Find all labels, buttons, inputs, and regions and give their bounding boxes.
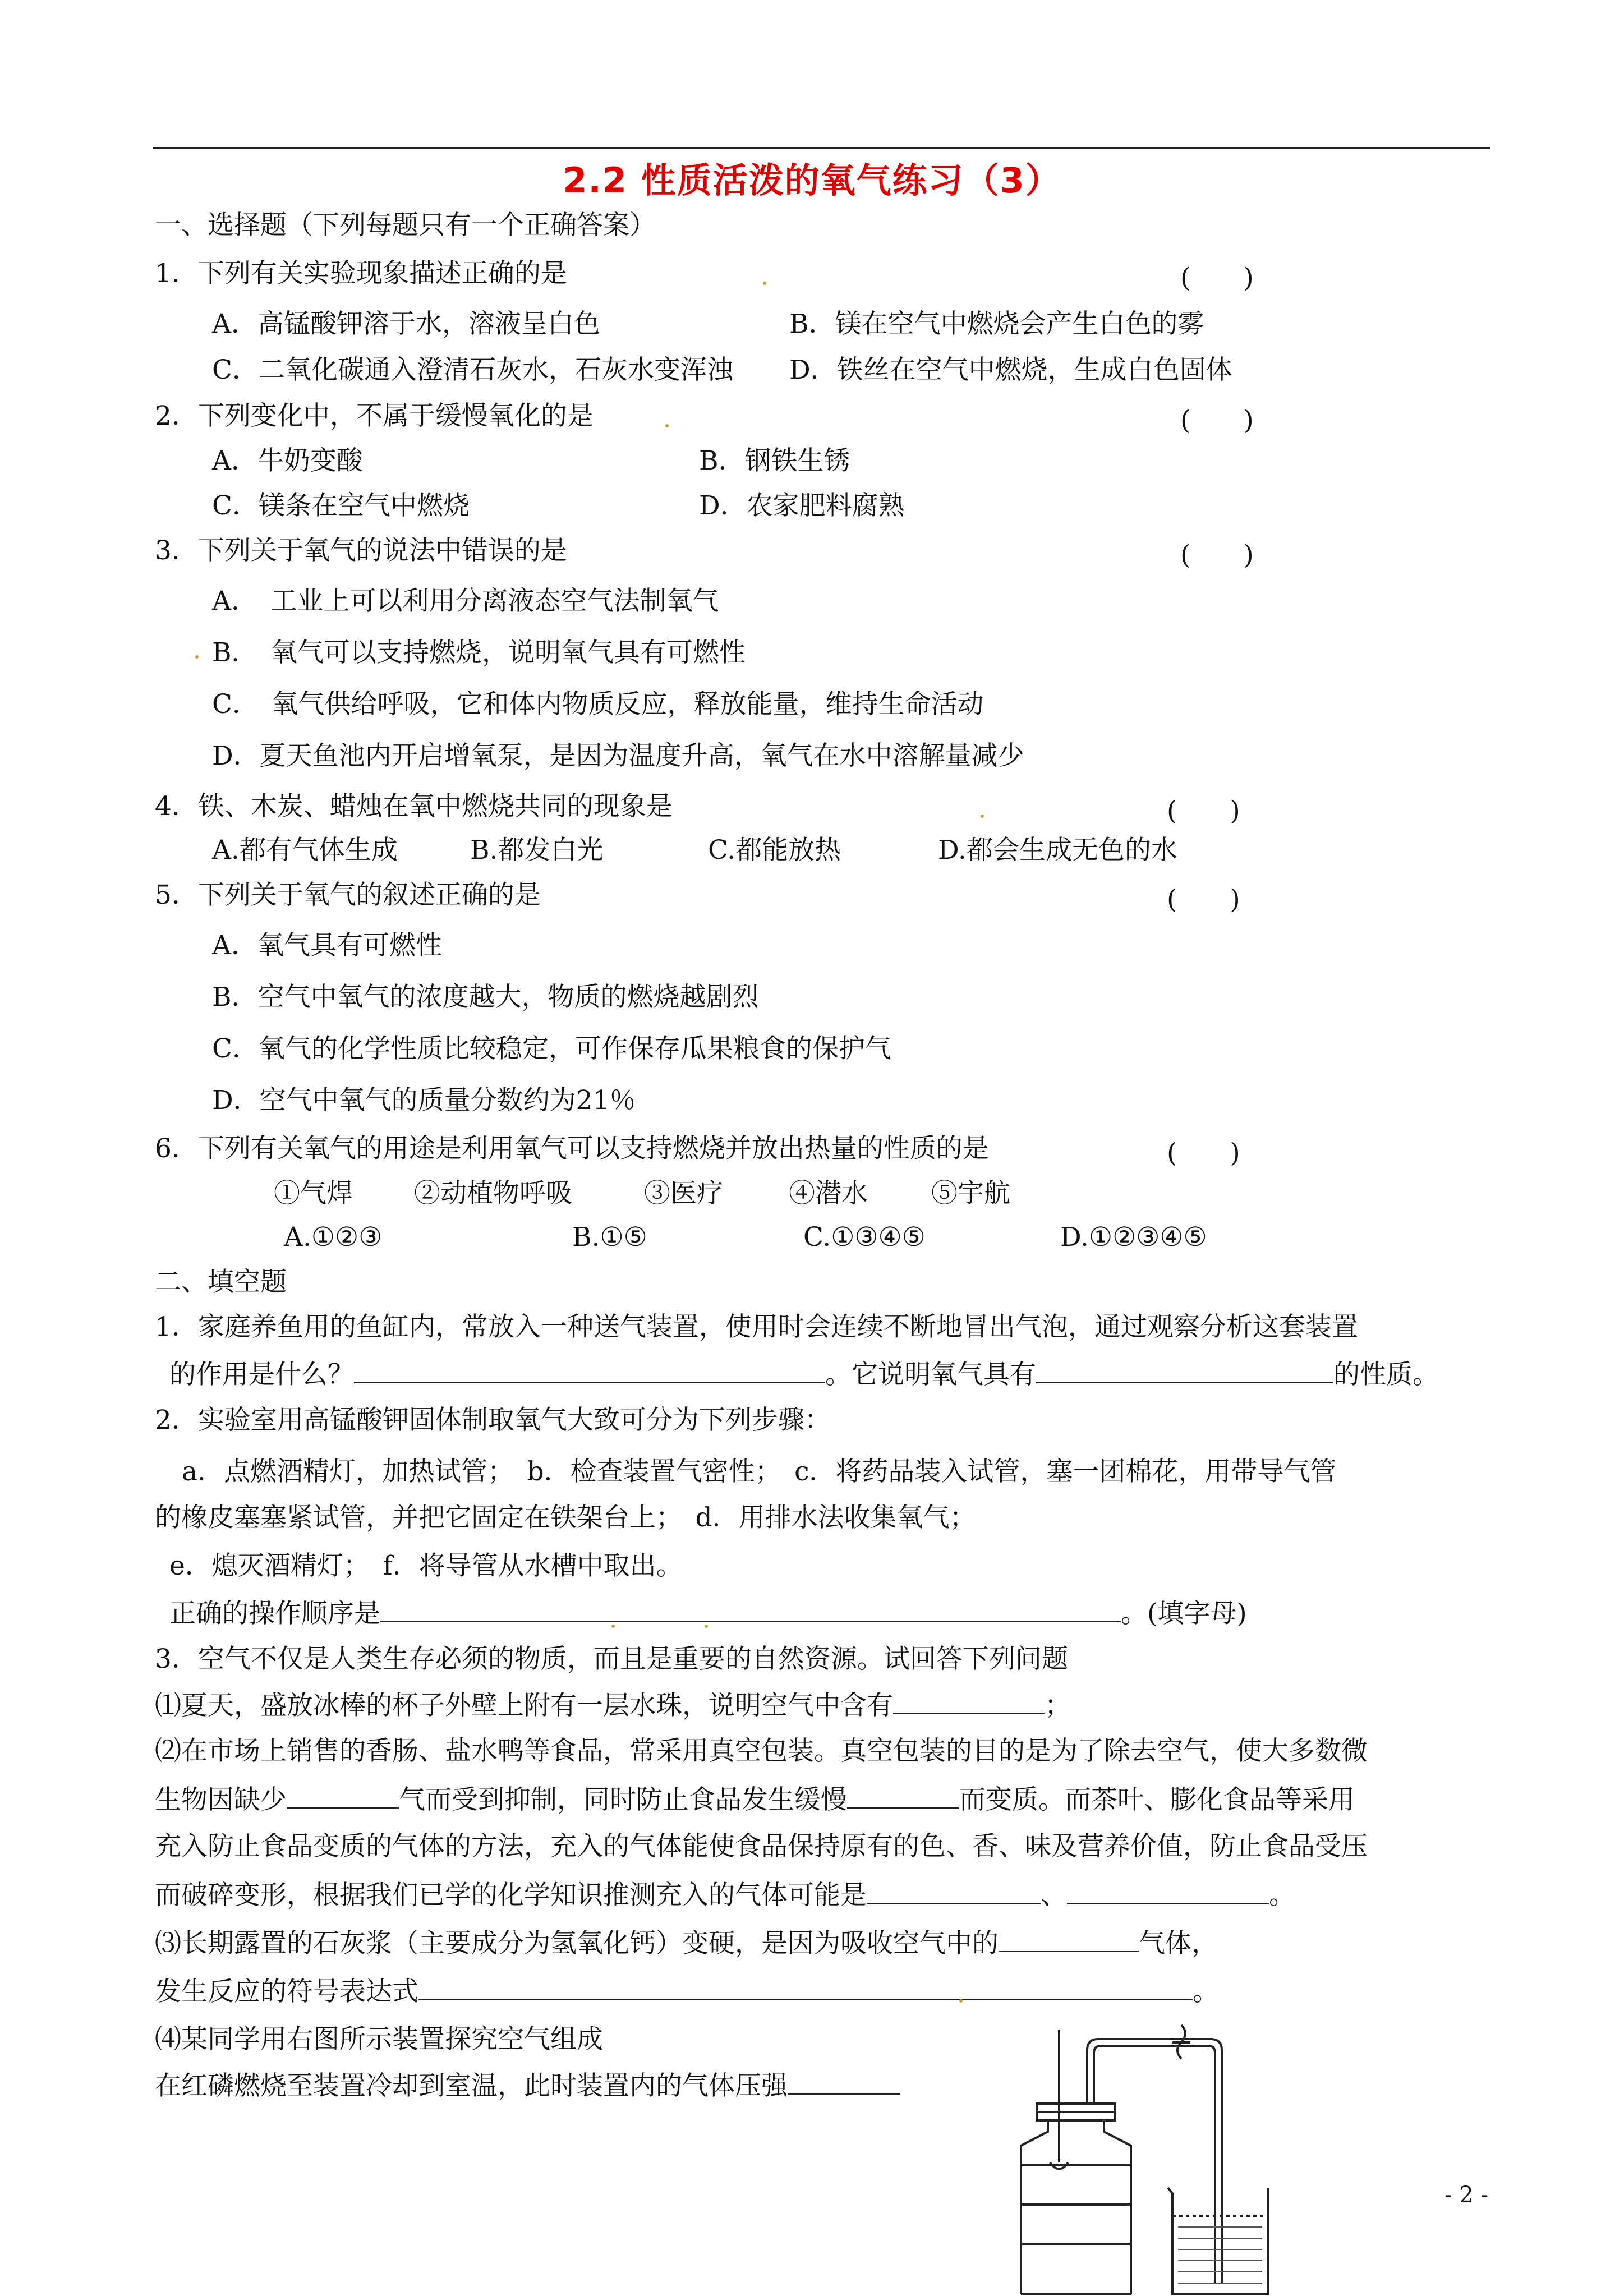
blank-q3-filling-gas-1[interactable]: [867, 1878, 1041, 1904]
blank-q3-gas[interactable]: [287, 1783, 399, 1809]
q6-item-2: ②动植物呼吸: [414, 1178, 572, 1209]
blank-q1-purpose[interactable]: [354, 1358, 825, 1383]
speck: [981, 815, 984, 818]
q3-answer-paren: ( ): [1180, 540, 1254, 570]
q2-option-c: C．镁条在空气中燃烧: [212, 490, 470, 521]
fill-q3-part4-line2: 在红磷燃烧至装置冷却到室温，此时装置内的气体压强: [155, 2069, 900, 2103]
q6-item-5: ⑤宇航: [931, 1178, 1010, 1209]
q1-option-c: C．二氧化碳通入澄清石灰水，石灰水变浑浊: [212, 355, 733, 385]
q3-option-d: D．夏天鱼池内开启增氧泵，是因为温度升高，氧气在水中溶解量减少: [212, 740, 1024, 771]
fill-q3-part1: ⑴夏天，盛放冰棒的杯子外壁上附有一层水珠，说明空气中含有 ；: [155, 1688, 1071, 1723]
fill-q1-line2: 的作用是什么？ 。它说明氧气具有 的性质。: [169, 1358, 1439, 1392]
fill-q3-part3-line1: ⑶长期露置的石灰浆（主要成分为氢氧化钙）变硬，是因为吸收空气中的 气体，: [155, 1926, 1218, 1961]
blank-q3-water-vapor[interactable]: [893, 1688, 1045, 1714]
q2-answer-paren: ( ): [1180, 405, 1254, 436]
fill-q3-part4-line1: ⑷某同学用右图所示装置探究空气组成: [155, 2024, 603, 2055]
q6-answer-paren: ( ): [1167, 1138, 1240, 1168]
blank-q1-property[interactable]: [1036, 1358, 1333, 1383]
q4-stem: 4．铁、木炭、蜡烛在氧中燃烧共同的现象是: [155, 791, 673, 822]
q6-option-b: B.①⑤: [572, 1222, 647, 1253]
blank-q3-filling-gas-2[interactable]: [1067, 1878, 1269, 1904]
speck: [763, 282, 766, 285]
q6-item-1: ①气焊: [274, 1178, 353, 1209]
fill-q2-line5: 正确的操作顺序是 。(填字母): [169, 1596, 1247, 1631]
blank-q3-oxidation[interactable]: [847, 1783, 959, 1809]
fill-q3-part3-line2: 发生反应的符号表达式 。: [155, 1975, 1219, 2009]
speck: [705, 1625, 708, 1628]
fill-q2-line4: e．熄灭酒精灯； f．将导管从水槽中取出。: [169, 1550, 683, 1581]
q4-option-b: B.都发白光: [470, 835, 604, 866]
q3-option-b: B． 氧气可以支持燃烧，说明氧气具有可燃性: [212, 637, 746, 668]
q2-option-d: D．农家肥料腐熟: [699, 490, 905, 521]
q6-option-c: C.①③④⑤: [803, 1222, 926, 1253]
section2-heading: 二、填空题: [155, 1267, 287, 1297]
section1-heading: 一、选择题（下列每题只有一个正确答案）: [155, 210, 656, 241]
fill-q3-part2-line2: 生物因缺少 气而受到抑制，同时防止食品发生缓慢 而变质。而茶叶、膨化食品等采用: [155, 1783, 1355, 1817]
page-number: - 2 -: [1444, 2182, 1488, 2208]
fill-q3-part2-line1: ⑵在市场上销售的香肠、盐水鸭等食品，常采用真空包装。真空包装的目的是为了除去空气，使大多数微: [155, 1736, 1368, 1766]
q5-option-a: A．氧气具有可燃性: [212, 930, 442, 961]
q6-item-4: ④潜水: [789, 1178, 868, 1209]
q4-answer-paren: ( ): [1167, 795, 1240, 826]
gas-bottle: [1021, 2120, 1131, 2294]
q5-option-b: B．空气中氧气的浓度越大，物质的燃烧越剧烈: [212, 982, 759, 1013]
q3-option-c: C． 氧气供给呼吸，它和体内物质反应，释放能量，维持生命活动: [212, 689, 984, 720]
q4-option-d: D.都会生成无色的水: [938, 835, 1177, 866]
speck: [959, 1999, 963, 2003]
fill-q2-line3: 的橡皮塞塞紧试管，并把它固定在铁架台上； d．用排水法收集氧气；: [155, 1502, 976, 1533]
q6-item-3: ③医疗: [644, 1178, 723, 1209]
speck: [611, 1625, 615, 1628]
delivery-tube: [1087, 2039, 1222, 2283]
page-title: 2.2 性质活泼的氧气练习（3）: [563, 160, 1061, 201]
fill-q3-part2-line4: 而破碎变形，根据我们已学的化学知识推测充入的气体可能是 、 。: [155, 1878, 1295, 1912]
fill-q3-part2-line3: 充入防止食品变质的气体的方法，充入的气体能使食品保持原有的色、香、味及营养价值，防止食品受压: [155, 1831, 1368, 1862]
q2-option-a: A．牛奶变酸: [212, 445, 363, 476]
q3-stem: 3．下列关于氧气的说法中错误的是: [155, 535, 567, 566]
q6-option-d: D.①②③④⑤: [1060, 1222, 1207, 1253]
blank-q2-order[interactable]: [380, 1596, 1121, 1622]
air-composition-apparatus-diagram: [1004, 2019, 1509, 2296]
fill-q2-line1: 2．实验室用高锰酸钾固体制取氧气大致可分为下列步骤：: [155, 1405, 831, 1435]
q1-option-d: D．铁丝在空气中燃烧，生成白色固体: [789, 355, 1232, 385]
blank-q3-co2[interactable]: [999, 1926, 1139, 1952]
q5-option-c: C．氧气的化学性质比较稳定，可作保存瓜果粮食的保护气: [212, 1033, 891, 1064]
header-rule: [153, 147, 1490, 149]
q3-option-a: A． 工业上可以利用分离液态空气法制氧气: [212, 586, 719, 616]
q5-answer-paren: ( ): [1167, 884, 1240, 915]
beaker: [1168, 2188, 1268, 2294]
q4-option-c: C.都能放热: [708, 835, 841, 866]
q5-stem: 5．下列关于氧气的叙述正确的是: [155, 880, 541, 910]
q6-option-a: A.①②③: [284, 1222, 383, 1253]
q4-option-a: A.都有气体生成: [212, 835, 398, 866]
fill-q3-line1: 3．空气不仅是人类生存必须的物质，而且是重要的自然资源。试回答下列问题: [155, 1644, 1068, 1674]
fill-q2-line2: a．点燃酒精灯，加热试管； b．检查装置气密性； c．将药品装入试管，塞一团棉花，用带导气管: [182, 1456, 1337, 1487]
q1-stem: 1．下列有关实验现象描述正确的是: [155, 258, 567, 289]
q1-answer-paren: ( ): [1180, 263, 1254, 293]
q6-stem: 6．下列有关氧气的用途是利用氧气可以支持燃烧并放出热量的性质的是: [155, 1133, 989, 1164]
q1-option-a: A．高锰酸钾溶于水，溶液呈白色: [212, 309, 600, 339]
speck: [195, 655, 199, 659]
q5-option-d: D．空气中氧气的质量分数约为21％: [212, 1085, 636, 1116]
q2-stem: 2．下列变化中，不属于缓慢氧化的是: [155, 401, 594, 431]
fill-q1-line1: 1．家庭养鱼用的鱼缸内，常放入一种送气装置，使用时会连续不断地冒出气泡，通过观察分析这套装置: [155, 1312, 1358, 1342]
blank-q3-pressure[interactable]: [788, 2069, 900, 2095]
q2-option-b: B．钢铁生锈: [699, 445, 850, 476]
blank-q3-equation[interactable]: [418, 1975, 1193, 2000]
q1-option-b: B．镁在空气中燃烧会产生白色的雾: [789, 309, 1204, 339]
speck: [665, 424, 669, 427]
